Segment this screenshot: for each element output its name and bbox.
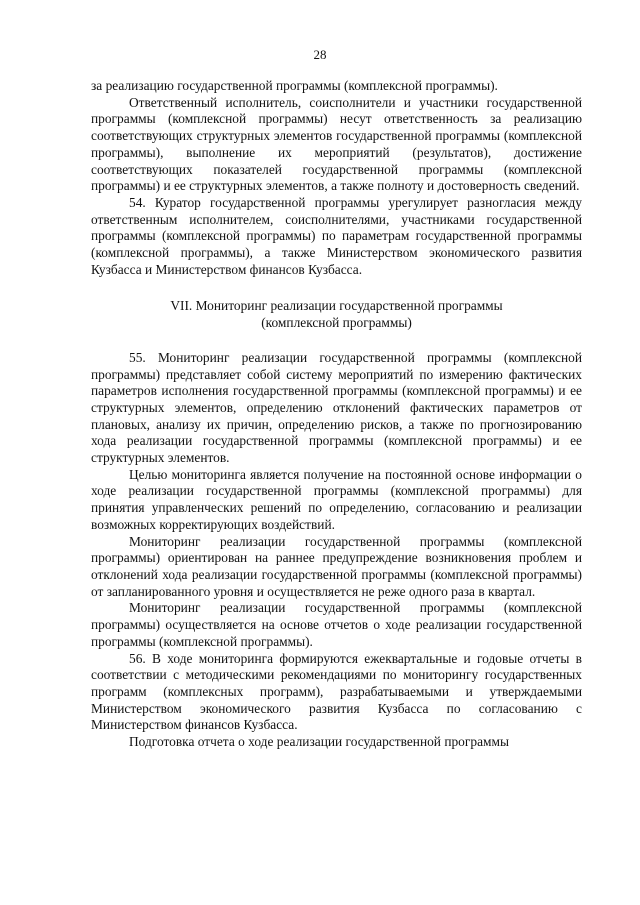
- paragraph-continuation: за реализацию государственной программы (комплексной программы).: [91, 78, 498, 93]
- paragraph-item-56: 56. В ходе мониторинга формируются ежеквартальные и годовые отчеты в соответствии с методическими рекомендациями по мониторингу государственных программ (комплексных программ), разрабатываемыми и утверждаемыми Министерством экономического развития Кузбасса по согласованию с Министерством финансов Кузбасса.: [91, 650, 582, 733]
- paragraph-item-54: 54. Куратор государственной программы урегулирует разногласия между ответственным исполнителем, соисполнителями, участниками государственной программы (комплексной программы) по параметрам государственной программы (комплексной программы), а также Министерством экономического развития Кузбасса и Министерством финансов Кузбасса.: [91, 194, 582, 277]
- paragraph-monitoring-goal: Целью мониторинга является получение на постоянной основе информации о ходе реализации государственной программы (комплексной программы) для принятия управленческих решений по определению, согласованию и реализации возможных корректирующих воздействий.: [91, 466, 582, 532]
- page-number: 28: [313, 47, 327, 62]
- section-heading-line-2: (комплексной программы): [261, 315, 412, 331]
- paragraph-responsibility: Ответственный исполнитель, соисполнители и участники государственной программы (комплексной программы) несут ответственность за реализацию соответствующих структурных элементов государственной программы (комплексной программы), выполнение их мероприятий (результатов), достижение соответствующих показателей государственной программы (комплексной программы) и ее структурных элементов, а также полноту и достоверность сведений.: [91, 94, 582, 194]
- paragraph-monitoring-orientation: Мониторинг реализации государственной программы (комплексной программы) ориентирован на раннее предупреждение возникновения проблем и отклонений хода реализации государственной программы (комплексной программы) от запланированного уровня и осуществляется не реже одного раза в квартал.: [91, 533, 582, 599]
- paragraph-monitoring-basis: Мониторинг реализации государственной программы (комплексной программы) осуществляется на основе отчетов о ходе реализации государственной программы (комплексной программы).: [91, 600, 582, 649]
- section-heading: [91, 298, 582, 331]
- section-heading-line-1: VII. Мониторинг реализации государственной программы: [170, 298, 503, 314]
- paragraph-report-preparation: Подготовка отчета о ходе реализации государственной программы: [129, 734, 509, 750]
- paragraph-item-55: 55. Мониторинг реализации государственной программы (комплексной программы) представляет собой систему мероприятий по измерению фактических параметров исполнения государственной программы (комплексной программы) и ее структурных элементов, определению отклонений фактических параметров от плановых, анализу их причин, определению рисков, а также по прогнозированию хода реализации государственной программы (комплексной программы) и ее структурных элементов.: [91, 349, 582, 466]
- document-body: [91, 78, 582, 751]
